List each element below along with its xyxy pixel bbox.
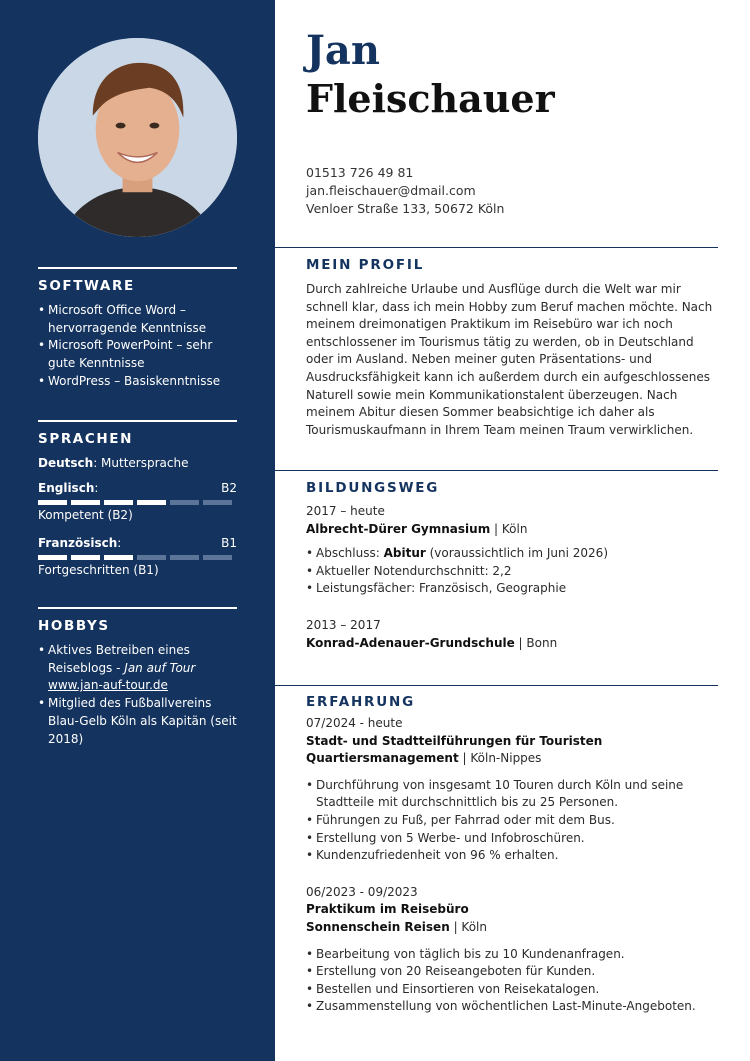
bullet-text: Abschluss: (316, 546, 384, 561)
list-item: • Bestellen und Einsortieren von Reisekatalogen. (306, 981, 718, 999)
level-bar (38, 500, 237, 505)
level-segment (104, 500, 133, 505)
divider (38, 267, 237, 269)
school-name: Konrad-Adenauer-Grundschule (306, 635, 515, 650)
school-place: | Köln (490, 521, 528, 536)
edu-date: 2017 – heute (306, 504, 385, 518)
language-french (38, 535, 237, 579)
blog-name: Jan auf Tour (124, 660, 196, 675)
job-entry (306, 715, 718, 865)
hobbys-section (38, 607, 237, 748)
divider (38, 420, 237, 422)
job-entry (306, 884, 718, 1016)
divider (275, 685, 718, 686)
edu-school (306, 635, 718, 653)
phone: 01513 726 49 81 (306, 165, 414, 180)
software-section (38, 267, 237, 391)
native-language-name: Deutsch (38, 456, 94, 470)
job-company (306, 919, 718, 937)
edu-school (306, 521, 718, 539)
list-item (38, 642, 237, 695)
level-segment (203, 555, 232, 560)
list-item: • WordPress – Basiskenntnisse (38, 373, 237, 391)
level-segment (137, 500, 166, 505)
school-name: Albrecht-Dürer Gymnasium (306, 521, 491, 536)
level-segment (71, 555, 100, 560)
language-colon: : (117, 536, 122, 550)
level-segment (170, 555, 199, 560)
profil-section (306, 257, 718, 439)
bullet-bold: Abitur (383, 546, 426, 561)
job-title: Stadt- und Stadtteilführungen für Touristen (306, 733, 603, 748)
job-date: 07/2024 - heute (306, 716, 403, 730)
language-name: Englisch (38, 481, 95, 495)
company-name: Quartiersmanagement (306, 751, 459, 766)
list-item: • Microsoft Office Word – hervorragende Kenntnisse (38, 302, 237, 337)
list-item: • Leistungsfächer: Französisch, Geographie (306, 580, 718, 598)
language-desc: Kompetent (B2) (38, 508, 133, 522)
language-desc: Fortgeschritten (B1) (38, 563, 159, 577)
contact-block (306, 164, 504, 218)
school-place: | Bonn (514, 635, 558, 650)
job-date: 06/2023 - 09/2023 (306, 884, 418, 899)
company-name: Sonnenschein Reisen (306, 919, 450, 934)
level-segment (38, 500, 67, 505)
list-item: • Kundenzufriedenheit von 96 % erhalten. (306, 847, 718, 865)
divider (38, 607, 237, 609)
email: jan.fleischauer@dmail.com (306, 183, 476, 198)
company-place: | Köln (449, 919, 487, 934)
language-english (38, 480, 237, 524)
job-bullets (306, 946, 718, 1016)
language-colon: : (94, 481, 99, 495)
list-item (306, 545, 718, 563)
software-heading: SOFTWARE (38, 278, 135, 294)
list-item: • Mitglied des Fußballvereins Blau-Gelb Köln als Kapitän (seit 2018) (38, 695, 237, 748)
list-item: • Erstellung von 20 Reiseangeboten für Kunden. (306, 963, 718, 981)
language-code: B1 (221, 536, 237, 550)
last-name: Fleischauer (306, 76, 555, 121)
level-segment (38, 555, 67, 560)
language-code: B2 (221, 481, 237, 495)
job-company (306, 750, 718, 768)
job-bullets (306, 777, 718, 865)
level-segment (104, 555, 133, 560)
divider (275, 247, 718, 248)
hobbys-list (38, 642, 237, 748)
level-bar (38, 555, 237, 560)
bullet-text: (voraussichtlich im Juni 2026) (425, 546, 609, 561)
list-item: • Zusammenstellung von wöchentlichen Last-Minute-Angeboten. (306, 998, 718, 1016)
list-item: • Aktueller Notendurchschnitt: 2,2 (306, 563, 718, 581)
hobby-text: Aktives Betreiben eines Reiseblogs - (48, 643, 190, 675)
first-name: Jan (306, 27, 380, 74)
bildung-section (306, 480, 718, 652)
job-title: Praktikum im Reisebüro (306, 902, 469, 917)
blog-link[interactable]: www.jan-auf-tour.de (48, 678, 168, 693)
level-segment (137, 555, 166, 560)
native-language (38, 455, 237, 472)
native-language-level: : Muttersprache (93, 456, 189, 470)
divider (275, 470, 718, 471)
sprachen-heading: SPRACHEN (38, 431, 133, 447)
software-list (38, 302, 237, 391)
erfahrung-heading: ERFAHRUNG (306, 694, 415, 710)
profil-text: Durch zahlreiche Urlaube und Ausflüge durch die Welt war mir schnell klar, dass ich mein Hobby zum Beruf machen möchte. Nach meinem dreimonatigen Praktikum im Reisebüro war ich noch entschlossener im Tourismus tätig zu werden, ob in Deutschland oder im Ausland. Neben meiner guten Präsentations- und Ausdrucksfähigkeit kann ich außerdem durch ein aufgeschlossenes Naturell sowie mein Kommunikationstalent überzeugen. Nach meinem Abitur diesen Sommer beabsichtige ich daher als Tourismuskaufmann in Ihrem Team meinen Traum verwirklichen. (306, 282, 713, 437)
list-item: • Durchführung von insgesamt 10 Touren durch Köln und seine Stadtteile mit durchschnittlich bis zu 25 Personen. (306, 777, 718, 812)
level-segment (170, 500, 199, 505)
language-name: Französisch (38, 536, 118, 550)
erfahrung-section (306, 694, 718, 1016)
bildung-heading: BILDUNGSWEG (306, 480, 440, 496)
level-segment (71, 500, 100, 505)
list-item: • Microsoft PowerPoint – sehr gute Kenntnisse (38, 337, 237, 372)
edu-date: 2013 – 2017 (306, 617, 381, 632)
level-segment (203, 500, 232, 505)
sprachen-section (38, 420, 237, 579)
hobbys-heading: HOBBYS (38, 618, 110, 634)
list-item: • Führungen zu Fuß, per Fahrrad oder mit dem Bus. (306, 812, 718, 830)
list-item: • Erstellung von 5 Werbe- und Infobroschüren. (306, 830, 718, 848)
address: Venloer Straße 133, 50672 Köln (306, 201, 505, 216)
sidebar (0, 0, 275, 1061)
profil-heading: MEIN PROFIL (306, 257, 425, 273)
edu-bullets (306, 545, 718, 598)
list-item: • Bearbeitung von täglich bis zu 10 Kundenanfragen. (306, 946, 718, 964)
profile-photo (38, 38, 237, 237)
company-place: | Köln-Nippes (458, 751, 542, 766)
